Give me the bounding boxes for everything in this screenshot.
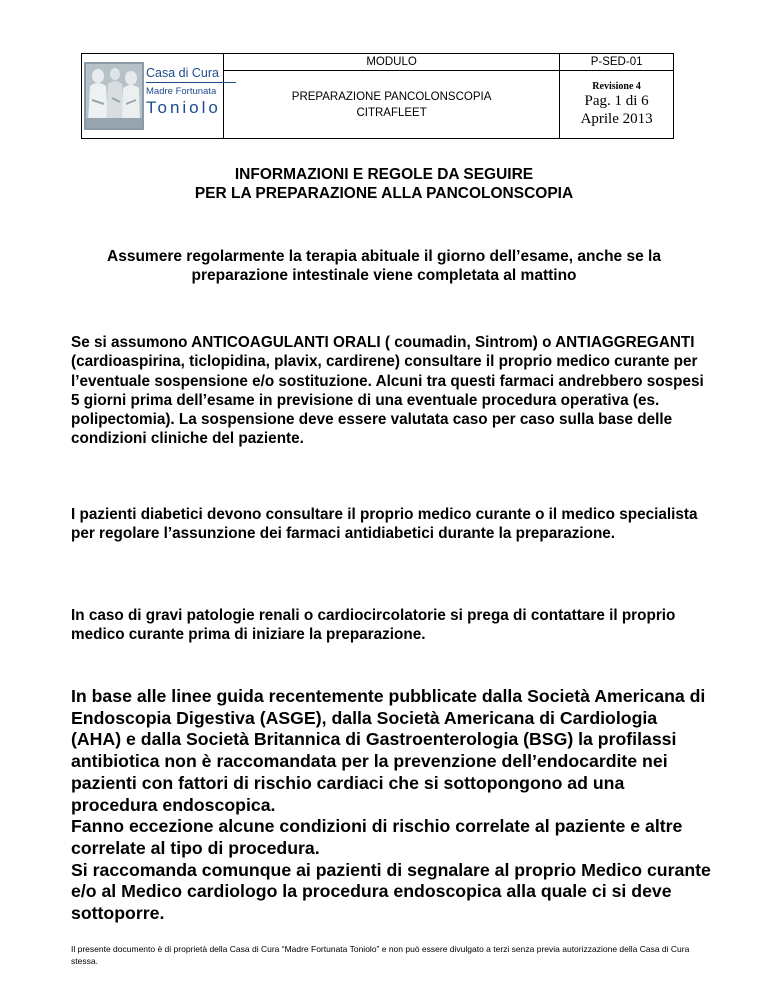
document-title-line2: CITRAFLEET [356, 106, 427, 119]
statue-relief-icon [84, 60, 146, 132]
document-code: P-SED-01 [560, 54, 674, 71]
recommendation-paragraph: Si raccomanda comunque ai pazienti di segnalare al proprio Medico curante e/o al Medico cardiologo la procedura endoscopica alla quale ci si deve sottoporre. [71, 859, 711, 924]
document-header-table [81, 53, 674, 139]
revision-cell [560, 71, 674, 139]
page-title-line1: INFORMAZIONI E REGOLE DA SEGUIRE [234, 166, 534, 183]
revision-label: Revisione 4 [592, 81, 641, 92]
diabetics-paragraph: I pazienti diabetici devono consultare il proprio medico curante o il medico specialista per regolare l’assunzione dei farmaci antidiabetici durante la preparazione. [71, 506, 698, 543]
clinic-logo [82, 60, 232, 132]
guidelines-paragraph: In base alle linee guida recentemente pubblicate dalla Società Americana di Endoscopia Digestiva (ASGE), dalla Società Americana di Cardiologia (AHA) e dalla Società Britannica di Gastroenterologia (BSG) la profilassi antibiotica non è raccomandata per la prevenzione dell’endocardite nei pazienti con fattori di rischio cardiaci che si sottopongono ad una procedura endoscopica. [71, 686, 706, 815]
renal-paragraph: In caso di gravi patologie renali o cardiocircolatorie si prega di contattare il proprio medico curante prima di iniziare la preparazione. [71, 607, 676, 644]
page-title-line2: PER LA PREPARAZIONE ALLA PANCOLONSCOPIA [194, 185, 574, 202]
page-title [0, 165, 768, 203]
logo-line-madre-fortunata: Madre Fortunata [146, 86, 217, 97]
form-label: MODULO [223, 54, 559, 71]
logo-line-casa-di-cura: Casa di Cura [146, 66, 236, 83]
footer-disclaimer: Il presente documento è di proprietà della Casa di Cura “Madre Fortunata Toniolo” e non può essere divulgato a terzi senza previa autorizzazione della Casa di Cura stessa. [71, 944, 690, 966]
anticoagulants-paragraph: Se si assumono ANTICOAGULANTI ORALI ( coumadin, Sintrom) o ANTIAGGREGANTI (cardioaspirina, ticlopidina, plavix, cardirene) consultare il proprio medico curante per l’eventuale sospensione e/o sostituzione. Alcuni tra questi farmaci andrebbero sospesi 5 giorni prima dell’esame in previsione di una eventuale procedura operativa (es. polipectomia). La sospensione deve essere valutata caso per caso sulla base delle condizioni cliniche del paziente. [71, 334, 704, 448]
document-title-line1: PREPARAZIONE PANCOLONSCOPIA [291, 90, 492, 103]
document-title-cell [223, 71, 559, 139]
logo-cell [82, 54, 224, 139]
logo-line-toniolo: Toniolo [146, 98, 221, 117]
guidelines-section [71, 686, 711, 925]
exceptions-paragraph: Fanno eccezione alcune condizioni di rischio correlate al paziente e altre correlate al tipo di procedura. [71, 816, 683, 858]
page-number: Pag. 1 di 6 [584, 93, 649, 109]
revision-date: Aprile 2013 [580, 111, 653, 127]
intro-paragraph: Assumere regolarmente la terapia abituale il giorno dell’esame, anche se la preparazione intestinale viene completata al mattino [107, 248, 661, 284]
